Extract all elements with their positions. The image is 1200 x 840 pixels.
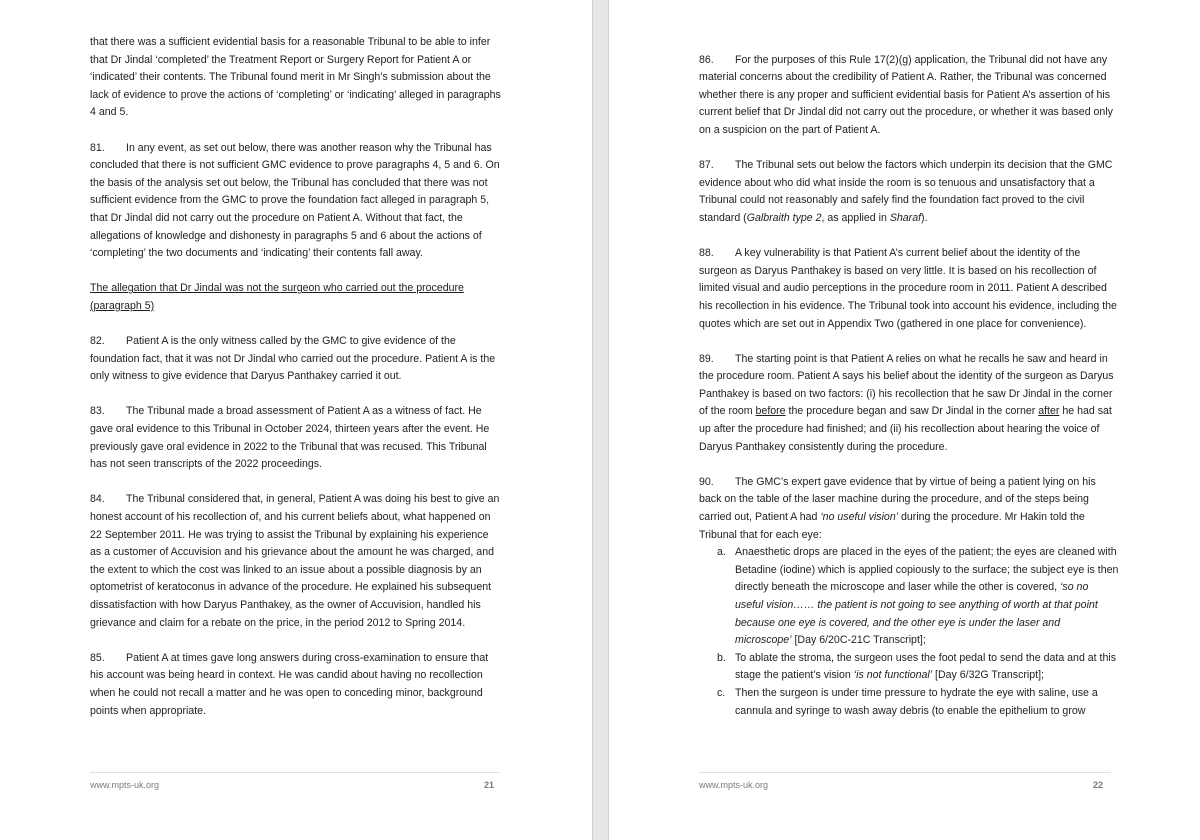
- footer-url[interactable]: www.mpts-uk.org: [699, 780, 769, 790]
- quote: ‘so no useful vision…… the patient is not going to see anything of worth at that point because one eye is covered, and the other eye is under the laser and microscope’: [735, 581, 1098, 647]
- paragraph-number: 86.: [699, 53, 714, 66]
- paragraph-81: [90, 140, 502, 263]
- paragraph-85: [90, 650, 502, 720]
- paragraph-number: 89.: [699, 352, 714, 365]
- paragraph-82: [90, 333, 502, 386]
- paragraph-86: [699, 52, 1119, 140]
- paragraph-text: he had sat up after the procedure had finished; and (ii) his recollection about hearing the voice of Daryus Panthakey consistently during the procedure.: [699, 405, 1112, 453]
- paragraph-text: , as applied in: [821, 211, 890, 224]
- list-text: [Day 6/20C-21C Transcript];: [791, 634, 926, 647]
- footer-divider: [699, 772, 1111, 773]
- footer-divider: [90, 772, 500, 773]
- paragraph-text: In any event, as set out below, there was another reason why the Tribunal has concluded that there is not sufficient GMC evidence to prove paragraphs 4, 5 and 6. On the basis of the analysis set out below, the Tribunal has concluded that there was not sufficient evidence from the GMC to prove the foundation fact alleged in paragraph 5, that Dr Jindal did not carry out the procedure on Patient A. Without that fact, the allegations of knowledge and dishonesty in paragraphs 5 and 6 about the actions of ‘completing’ the two documents and ‘indicating’ their contents fall away.: [90, 141, 500, 260]
- paragraph-text: The Tribunal considered that, in general, Patient A was doing his best to give an honest account of his recollection of, and his current beliefs about, what happened on 22 September 2011. He was trying to assist the Tribunal by explaining his experience as a customer of Accuvision and his grievance about the amount he was charged, and the extent to which the cost was linked to an issue about a possible diagnosis by an optometrist of keratoconus in advance of the procedure. He explained his subsequent dissatisfaction with how Daryus Panthakey, as the owner of Accuvision, handled his grievance and claim for a rebate on the price, in the period 2012 to Spring 2014.: [90, 493, 500, 629]
- underlined-word: before: [755, 405, 786, 418]
- paragraph-text: the procedure began and saw Dr Jindal in the corner: [785, 405, 1039, 418]
- list-text: Then the surgeon is under time pressure to hydrate the eye with saline, use a cannula and syringe to wash away debris (to enable the epithelium to grow: [735, 686, 1098, 717]
- case-citation: Sharaf: [889, 211, 922, 224]
- paragraph-text: The Tribunal sets out below the factors which underpin its decision that the GMC evidence about who did what inside the room is so tenuous and unsatisfactory that a Tribunal could not reasonably and safely find the foundation fact proved to the civil standard (: [699, 159, 1113, 224]
- paragraph-number: 90.: [699, 475, 714, 488]
- paragraph-text: The GMC’s expert gave evidence that by virtue of being a patient lying on his back on the table of the laser machine during the procedure, and of the steps being carried out, Patient A had: [699, 475, 1096, 524]
- list-letter: b.: [717, 651, 726, 664]
- list-item: [717, 650, 1119, 685]
- page-gutter: [592, 0, 609, 840]
- list-letter: c.: [717, 686, 726, 699]
- paragraph-text: during the procedure. Mr Hakin told the Tribunal that for each eye:: [699, 511, 1085, 541]
- heading-text-cont: (paragraph 5): [90, 299, 155, 312]
- case-citation: Galbraith type 2: [746, 211, 822, 224]
- page-number: 21: [484, 780, 495, 790]
- paragraph-number: 82.: [90, 335, 105, 348]
- list-text: To ablate the stroma, the surgeon uses the foot pedal to send the data and at this stage the patient’s vision: [735, 651, 1117, 682]
- paragraph-number: 83.: [90, 405, 105, 418]
- list-text: [Day 6/32G Transcript];: [932, 669, 1044, 682]
- paragraph-number: 85.: [90, 651, 105, 664]
- paragraph-90: [699, 474, 1119, 544]
- underlined-word: after: [1038, 405, 1060, 418]
- paragraph-number: 87.: [699, 159, 714, 172]
- intro-paragraph: that there was a sufficient evidential basis for a reasonable Tribunal to be able to infer that Dr Jindal ‘completed’ the Treatment Report or Surgery Report for Patient A or ‘indicated’ their contents. The Tribunal found merit in Mr Singh’s submission about the lack of evidence to prove the actions of ‘completing’ or ‘indicating’ alleged in paragraphs 4 and 5.: [90, 36, 501, 119]
- document-page-left: [0, 0, 592, 840]
- paragraph-number: 81.: [90, 141, 105, 154]
- quote: ‘no useful vision’: [820, 511, 899, 524]
- paragraph-text: The Tribunal made a broad assessment of Patient A as a witness of fact. He gave oral evidence to this Tribunal in October 2024, thirteen years after the event. He previously gave oral evidence in 2022 to the Tribunal that was recused. This Tribunal has not seen transcripts of the 2022 proceedings.: [90, 405, 490, 471]
- page-content: [90, 34, 502, 738]
- page-number: 22: [1093, 780, 1104, 790]
- paragraph-87: [699, 157, 1119, 227]
- paragraph-text: The starting point is that Patient A relies on what he recalls he saw and heard in the procedure room. Patient A says his belief about the identity of the surgeon as Daryus Panthakey is based on two factors: (i) his recollection that he saw Dr Jindal in the corner of the room: [699, 352, 1114, 418]
- section-heading: [90, 280, 502, 315]
- paragraph-88: [699, 245, 1119, 333]
- sub-list: [699, 544, 1119, 720]
- list-item: [717, 544, 1119, 650]
- paragraph-number: 84.: [90, 493, 105, 506]
- paragraph-89: [699, 351, 1119, 457]
- paragraph-text: Patient A at times gave long answers during cross-examination to ensure that his account was being heard in context. He was candid about having no recollection when he could not recall a matter and he was open to conceding minor, background points when appropriate.: [90, 651, 489, 717]
- paragraph-84: [90, 491, 502, 632]
- footer-url[interactable]: www.mpts-uk.org: [90, 780, 160, 790]
- paragraph-83: [90, 403, 502, 473]
- page-content: [699, 34, 1119, 720]
- list-letter: a.: [717, 546, 726, 559]
- quote: ‘is not functional’: [853, 669, 933, 682]
- paragraph-text: For the purposes of this Rule 17(2)(g) application, the Tribunal did not have any material concerns about the credibility of Patient A. Rather, the Tribunal was concerned whether there is any proper and sufficient evidential basis for Patient A’s assertion of his current belief that Dr Jindal did not carry out the procedure, or whether it was based only on a suspicion on the part of Patient A.: [699, 53, 1113, 136]
- paragraph-text: A key vulnerability is that Patient A’s current belief about the identity of the surgeon as Daryus Panthakey is based on very little. It is based on his recollection of limited visual and audio perceptions in the procedure room in 2011. Patient A described his recollection in his evidence. The Tribunal took into account his evidence, including the quotes which are set out in Appendix Two (gathered in one place for convenience).: [699, 247, 1117, 330]
- paragraph-text: ).: [921, 211, 928, 224]
- document-page-right: [609, 0, 1200, 840]
- paragraph-number: 88.: [699, 247, 714, 260]
- list-item: [717, 685, 1119, 720]
- paragraph-text: Patient A is the only witness called by the GMC to give evidence of the foundation fact, that it was not Dr Jindal who carried out the procedure. Patient A is the only witness to give evidence that Daryus Panthakey carried it out.: [90, 335, 496, 383]
- list-text: Anaesthetic drops are placed in the eyes of the patient; the eyes are cleaned with Betadine (iodine) which is applied copiously to the surface; the subject eye is then directly beneath the microscope and laser while the other is covered,: [735, 546, 1119, 594]
- heading-text: The allegation that Dr Jindal was not the surgeon who carried out the procedure: [90, 282, 464, 295]
